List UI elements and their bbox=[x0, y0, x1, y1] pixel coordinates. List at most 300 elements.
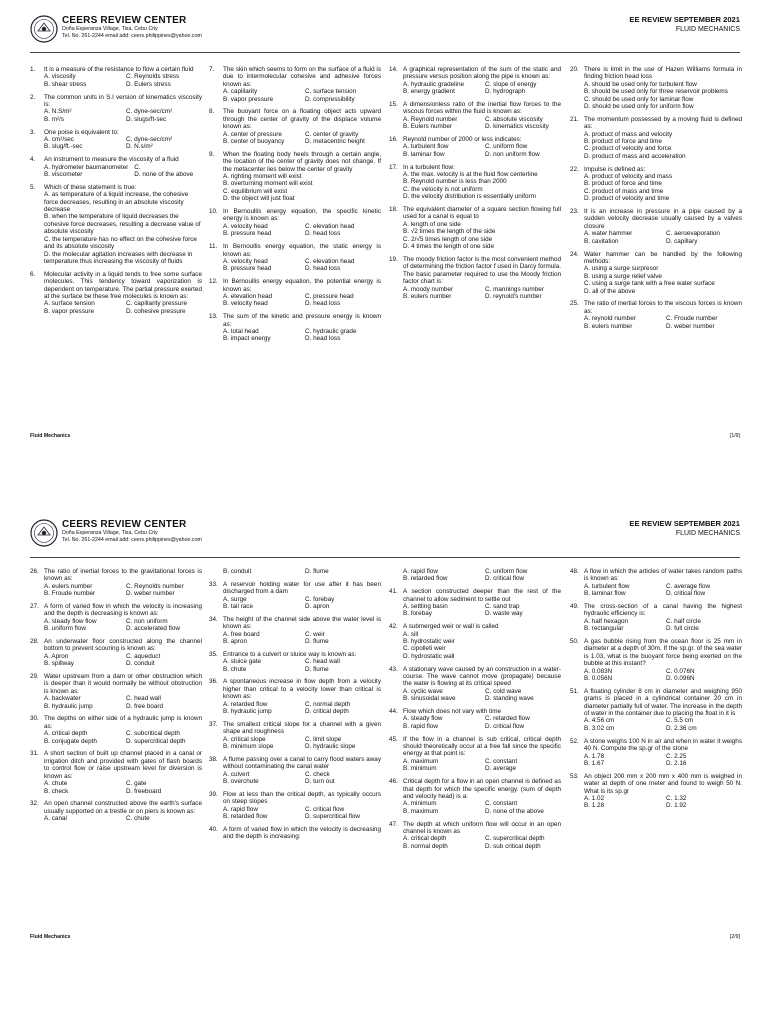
answer-option[interactable]: C. Reynolds stress bbox=[126, 73, 180, 81]
answer-option[interactable]: B. maximum bbox=[403, 807, 439, 815]
answer-option[interactable]: A. eulers number bbox=[44, 582, 93, 590]
answer-option[interactable]: B. hydraulic jump bbox=[44, 702, 93, 710]
answer-option[interactable]: A. canal bbox=[44, 815, 67, 823]
answer-option[interactable]: B. retarded flow bbox=[403, 575, 448, 583]
answer-option[interactable]: C. should be used only for laminar flow bbox=[584, 95, 694, 103]
answer-option[interactable]: B. overchute bbox=[223, 778, 259, 786]
answer-option[interactable]: B. hydrostatic weir bbox=[403, 638, 455, 646]
answer-option[interactable]: C. 5.5 cm bbox=[666, 717, 694, 725]
question-item bbox=[209, 66, 381, 103]
answer-option[interactable]: B. 3.02 cm bbox=[584, 724, 615, 732]
answer-option[interactable]: D. critical flow bbox=[485, 575, 525, 583]
question-body bbox=[44, 94, 202, 124]
answer-option[interactable]: A. critical slope bbox=[223, 735, 266, 743]
answer-option[interactable]: D. product of mass and acceleration bbox=[584, 152, 686, 160]
answer-option[interactable]: C. supercritical depth bbox=[485, 835, 545, 843]
question-item bbox=[570, 116, 742, 160]
answer-option[interactable]: C. using a surge tank with a free water surface bbox=[584, 280, 715, 288]
answer-option[interactable]: A. cyclic wave bbox=[403, 687, 443, 695]
question-body bbox=[584, 251, 742, 295]
header-divider bbox=[30, 557, 740, 558]
answer-option[interactable]: D. full circle bbox=[666, 625, 699, 633]
answer-option[interactable]: C. normal depth bbox=[305, 700, 351, 708]
answer-option[interactable]: D. freeboard bbox=[126, 787, 162, 795]
question-body bbox=[584, 688, 742, 732]
answer-option[interactable]: B. retarded flow bbox=[223, 813, 268, 821]
answer-option[interactable]: B. cavitation bbox=[584, 237, 619, 245]
answer-option[interactable]: A. Apron bbox=[44, 652, 69, 660]
answer-option[interactable]: C. chute bbox=[126, 815, 150, 823]
answer-option[interactable]: D. head loss bbox=[305, 335, 341, 343]
answer-option[interactable]: A. velocity head bbox=[223, 257, 268, 265]
answer-options-continued bbox=[223, 568, 381, 575]
answer-option[interactable]: A. critical depth bbox=[403, 835, 447, 843]
question-text: Entrance to a culvert or sluice way is known as: bbox=[223, 650, 357, 658]
answer-option[interactable]: C. dyne-sec/cm² bbox=[126, 136, 173, 144]
answer-option[interactable]: B. sinusoidal wave bbox=[403, 695, 456, 703]
answer-option[interactable]: C. cipolleti weir bbox=[403, 645, 446, 653]
answer-option[interactable]: B. apron bbox=[223, 638, 247, 646]
answer-option[interactable]: B. spillway bbox=[44, 660, 74, 668]
answer-option[interactable]: B. Eulers number bbox=[403, 123, 453, 131]
answer-option[interactable]: A. center of pressure bbox=[223, 130, 282, 138]
answer-options bbox=[223, 631, 381, 646]
answer-option[interactable]: C. constant bbox=[485, 800, 518, 808]
answer-option[interactable]: C. critical flow bbox=[305, 805, 345, 813]
question-item bbox=[30, 271, 202, 315]
answer-option[interactable]: A. turbulent flow bbox=[403, 143, 449, 151]
answer-option[interactable]: D. slugs/ft-sec bbox=[126, 115, 167, 123]
question-body bbox=[44, 568, 202, 598]
question-text: Critical depth for a flow in an open channel is defined as that depth for which the specific energy. (sum of depth and velocity head) is a: bbox=[403, 778, 561, 800]
question-body bbox=[584, 116, 742, 160]
answer-option[interactable]: B. shear stress bbox=[44, 80, 87, 88]
answer-option[interactable]: D. turn out bbox=[305, 778, 335, 786]
answer-option[interactable]: D. hydraulic slope bbox=[305, 743, 356, 751]
answer-option[interactable]: C. Froude number bbox=[666, 315, 718, 323]
question-body bbox=[44, 129, 202, 151]
answer-option[interactable]: C. the temperature has no effect on the cohesive force and its absolute viscosity bbox=[44, 235, 197, 251]
answer-option[interactable]: D. critical flow bbox=[666, 590, 706, 598]
answer-option[interactable]: A. should be used only for turbulent flow bbox=[584, 80, 697, 88]
question-item bbox=[30, 800, 202, 822]
answer-option[interactable]: D. head loss bbox=[305, 300, 341, 308]
question-item bbox=[389, 736, 561, 773]
answer-option[interactable]: A. righting moment will exist bbox=[223, 173, 302, 181]
answer-option[interactable]: B. eulers number bbox=[584, 322, 633, 330]
answer-option[interactable]: A. using a surge surpresor bbox=[584, 265, 659, 273]
answer-option[interactable]: A. surface tension bbox=[44, 300, 95, 308]
answer-option[interactable]: C. sand trap bbox=[485, 603, 520, 611]
answer-option[interactable]: D. weber number bbox=[126, 590, 175, 598]
question-body bbox=[44, 603, 202, 633]
answer-option[interactable]: A. sill bbox=[403, 630, 419, 638]
answer-option[interactable]: D. waste way bbox=[485, 610, 523, 618]
question-item bbox=[389, 821, 561, 851]
answer-option[interactable]: A. steady flow flow bbox=[44, 617, 97, 625]
answer-option[interactable]: B. pressure head bbox=[223, 265, 272, 273]
question-text: Water upstream from a dam or other obstruction which is deeper than it would normally be without obstruction is known as: bbox=[44, 673, 202, 695]
answer-option[interactable]: B. laminar flow bbox=[584, 590, 626, 598]
answer-option[interactable]: B. eulers number bbox=[403, 292, 452, 300]
answer-options bbox=[584, 265, 742, 295]
question-text: The cross-section of a canal having the highest hydraulic efficiency is: bbox=[584, 603, 742, 618]
answer-option[interactable]: C. uniform flow bbox=[485, 568, 528, 575]
answer-option[interactable]: D. 2.36 cm bbox=[666, 724, 697, 732]
question-text: A form of varied flow in which the velocity is increasing and the depth is decreasing is known as: bbox=[44, 603, 202, 618]
question-column bbox=[209, 66, 381, 348]
answer-option[interactable]: C. elevation head bbox=[305, 222, 355, 230]
answer-option[interactable]: A. reynold number bbox=[584, 315, 636, 323]
question-text: A flow in which the articles of water takes random paths is known as: bbox=[584, 568, 742, 583]
answer-option[interactable]: A. 0.083N bbox=[584, 667, 613, 675]
answer-option[interactable]: D. flume bbox=[305, 665, 329, 673]
answer-option[interactable]: D. weber number bbox=[666, 322, 715, 330]
answer-option[interactable]: C. aqueduct bbox=[126, 652, 161, 660]
question-number: 35. bbox=[209, 650, 218, 658]
question-text: The skin which seems to form on the surface of a fluid is due to intermolecular cohesive and adhesive forces known as: bbox=[223, 66, 381, 88]
answer-options bbox=[223, 596, 381, 611]
answer-option[interactable]: D. Eulers stress bbox=[126, 80, 171, 88]
question-body bbox=[44, 638, 202, 668]
answer-option[interactable]: D. N.s/m² bbox=[126, 143, 153, 151]
answer-option[interactable]: B. 0.056N bbox=[584, 675, 613, 683]
answer-option[interactable]: B. slug/ft.-sec bbox=[44, 143, 83, 151]
answer-option[interactable]: A. cm²/sec bbox=[44, 136, 74, 144]
question-text: The depths on either side of a hydraulic jump is known as: bbox=[44, 715, 202, 730]
answer-option[interactable]: D. the molecular agitation increases with decrease in temperature thus increasing the viscosity of fluids bbox=[44, 250, 193, 265]
answer-option[interactable]: C. head wall bbox=[305, 658, 340, 666]
answer-option[interactable]: A. Reynold number bbox=[403, 115, 458, 123]
question-number: 39. bbox=[209, 790, 218, 798]
answer-option[interactable]: D. 0.096N bbox=[666, 675, 695, 683]
question-text: The equivalent diameter of a square section flowing full used for a canal is equal to bbox=[403, 206, 561, 221]
question-number: 29. bbox=[30, 673, 39, 681]
answer-option[interactable]: D. cohesive pressure bbox=[126, 307, 186, 315]
answer-option[interactable]: C. constant bbox=[485, 757, 518, 765]
answer-option[interactable]: B. vapor pressure bbox=[223, 95, 274, 103]
question-item bbox=[570, 773, 742, 810]
answer-option[interactable]: C. cold wave bbox=[485, 687, 522, 695]
answer-option[interactable]: A. free board bbox=[223, 630, 260, 638]
answer-option[interactable]: B. energy gradient bbox=[403, 88, 455, 96]
answer-option[interactable]: D. supercritical depth bbox=[126, 737, 186, 745]
answer-option[interactable]: C. 1.32 bbox=[666, 794, 687, 802]
answer-option[interactable]: B. minimum bbox=[403, 765, 437, 773]
answer-option[interactable]: D. accelerated flow bbox=[126, 625, 180, 633]
answer-option[interactable]: D. flume bbox=[305, 568, 329, 575]
answer-option[interactable]: C. capillarity pressure bbox=[126, 300, 187, 308]
answer-option[interactable]: D. sub critical depth bbox=[485, 842, 541, 850]
answer-option[interactable]: C. the velocity is not uniform bbox=[403, 185, 483, 193]
answer-option[interactable]: C. elevation head bbox=[305, 257, 355, 265]
answer-option[interactable]: A. steady flow bbox=[403, 715, 443, 723]
answer-options bbox=[223, 328, 381, 343]
answer-option[interactable]: B. uniform flow bbox=[44, 625, 86, 633]
answer-option[interactable]: B. Reynold number is less than 2000 bbox=[403, 178, 507, 186]
answer-option[interactable]: D. hydrograph bbox=[485, 88, 526, 96]
answer-option[interactable]: D. free board bbox=[126, 702, 164, 710]
question-number: 46. bbox=[389, 778, 398, 786]
answer-option[interactable]: D. 1.92 bbox=[666, 802, 687, 810]
question-item bbox=[570, 738, 742, 768]
answer-options bbox=[584, 583, 742, 598]
answer-option[interactable]: B. rectangular bbox=[584, 625, 624, 633]
answer-option[interactable]: B. conjugate depth bbox=[44, 737, 97, 745]
answer-option[interactable]: B. pressure head bbox=[223, 230, 272, 238]
answer-option[interactable]: B. chute bbox=[223, 665, 247, 673]
question-item bbox=[209, 616, 381, 646]
question-text: In Bernoullis energy equation, the potential energy is known as: bbox=[223, 278, 381, 293]
question-body bbox=[403, 164, 561, 201]
answer-option[interactable]: A. elevation head bbox=[223, 292, 273, 300]
answer-option[interactable]: D. supercritical flow bbox=[305, 813, 360, 821]
answer-option[interactable]: A. turbulent flow bbox=[584, 582, 630, 590]
answer-option[interactable]: A. settling basin bbox=[403, 603, 448, 611]
answer-option[interactable]: C. Reynolds number bbox=[126, 582, 184, 590]
answer-option[interactable]: B. Froude number bbox=[44, 590, 96, 598]
answer-option[interactable]: D. capillary bbox=[666, 237, 698, 245]
answer-option[interactable]: B. minimum slope bbox=[223, 743, 274, 751]
question-column bbox=[209, 568, 381, 846]
answer-option[interactable]: B. 1.28 bbox=[584, 802, 605, 810]
answer-option[interactable]: A. 1.78 bbox=[584, 752, 605, 760]
answer-option[interactable]: A. product of velocity and mass bbox=[584, 173, 673, 181]
question-text: Flow which does not vary with time bbox=[403, 708, 502, 716]
answer-option[interactable]: D. flume bbox=[305, 638, 329, 646]
answer-option[interactable]: B. rapid flow bbox=[403, 722, 438, 730]
answer-option[interactable]: A. water hammer bbox=[584, 230, 633, 238]
question-number: 36. bbox=[209, 678, 218, 686]
answer-option[interactable]: B. forebay bbox=[403, 610, 432, 618]
answer-option[interactable]: C. product of velocity and force bbox=[584, 145, 672, 153]
answer-option[interactable]: C. dyne-sec/cm² bbox=[126, 108, 173, 116]
answer-option[interactable]: B. should be used only for three reservoir problems bbox=[584, 88, 728, 96]
answer-option[interactable]: B. hydraulic jump bbox=[223, 708, 272, 716]
question-body bbox=[584, 773, 742, 810]
answer-option[interactable]: A. rapid flow bbox=[223, 805, 258, 813]
answer-option[interactable]: D. product of velocity and time bbox=[584, 195, 670, 203]
question-body bbox=[223, 678, 381, 715]
question-body bbox=[44, 750, 202, 794]
answer-option[interactable]: A. hydraulic gradeline bbox=[403, 80, 465, 88]
answer-options bbox=[223, 293, 381, 308]
answer-option[interactable]: B. m²/s bbox=[44, 115, 65, 123]
answer-option[interactable]: A. viscosity bbox=[44, 73, 76, 81]
answer-option[interactable]: C. 2/√5 times length of one side bbox=[403, 235, 493, 243]
answer-option[interactable]: C. equilibrium will exist bbox=[223, 187, 288, 195]
answer-option[interactable]: A. 1.02 bbox=[584, 794, 605, 802]
question-body bbox=[403, 256, 561, 300]
answer-option[interactable]: B. using a surge relief valve bbox=[584, 272, 662, 280]
answer-option[interactable]: C. limit slope bbox=[305, 735, 342, 743]
question-item bbox=[389, 66, 561, 96]
answer-option[interactable]: C. subcritical depth bbox=[126, 730, 180, 738]
answer-option[interactable]: A. N.S/m² bbox=[44, 108, 72, 116]
answer-option[interactable]: D. head loss bbox=[305, 265, 341, 273]
answer-option[interactable]: C. gate bbox=[126, 780, 147, 788]
answer-option[interactable]: C. non uniform bbox=[126, 617, 168, 625]
question-item bbox=[389, 206, 561, 250]
answer-option[interactable]: A. backwater bbox=[44, 695, 81, 703]
answer-option[interactable]: D. hydrostatic wall bbox=[403, 652, 455, 660]
answer-option[interactable]: D. compressibility bbox=[305, 95, 355, 103]
answer-option[interactable]: B. product of force and time bbox=[584, 180, 662, 188]
question-body bbox=[403, 136, 561, 158]
answer-option[interactable]: B. when the temperature of liquid decreases the cohesive force decreases, resulting a decrease value of absolute viscosity bbox=[44, 213, 201, 236]
question-text: There is limit in the use of Hazen Williams formula in finding friction head loss bbox=[584, 66, 742, 81]
question-text: An open channel constructed above the earth's surface usually supported on a trestle or on piers is known as: bbox=[44, 800, 202, 815]
answer-option[interactable]: D. 2.16 bbox=[666, 759, 687, 767]
answer-option[interactable]: D. head loss bbox=[305, 230, 341, 238]
answer-option[interactable]: B. tail race bbox=[223, 603, 253, 611]
answer-option[interactable]: D. should be used only for uniform flow bbox=[584, 103, 694, 111]
question-number: 4. bbox=[30, 156, 36, 164]
question-item bbox=[570, 66, 742, 110]
answer-option[interactable]: C. pressure head bbox=[305, 292, 354, 300]
answer-option[interactable]: B. impact energy bbox=[223, 335, 271, 343]
answer-option[interactable]: C. uniform flow bbox=[485, 143, 528, 151]
answer-option[interactable]: D. all of the above bbox=[584, 287, 636, 295]
answer-option[interactable]: C. forebay bbox=[305, 595, 335, 603]
answer-option[interactable]: A. surge bbox=[223, 595, 247, 603]
answer-option[interactable]: B. conduit bbox=[223, 568, 252, 575]
answer-option[interactable]: C. weir bbox=[305, 630, 325, 638]
question-text: A gas bubble rising from the ocean floor is 25 mm in diameter at a depth of 30m. If the sp.gr. of the sea water is 1.03, what is the buoyant force being exerted on the bubble at this instant? bbox=[584, 638, 742, 668]
question-body bbox=[44, 184, 202, 265]
answer-option[interactable]: C. surface tension bbox=[305, 88, 357, 96]
answer-option[interactable]: D. 4 times the length of one side bbox=[403, 243, 494, 251]
page-footer bbox=[30, 433, 740, 439]
answer-options bbox=[44, 73, 202, 88]
answer-option[interactable]: A. length of one side bbox=[403, 220, 461, 228]
answer-option[interactable]: C. mannings number bbox=[485, 285, 544, 293]
question-item bbox=[30, 184, 202, 265]
answer-options bbox=[403, 603, 561, 618]
answer-option[interactable]: C. check bbox=[305, 770, 330, 778]
question-number: 34. bbox=[209, 615, 218, 623]
question-body bbox=[403, 666, 561, 703]
answer-option[interactable]: A. rapid flow bbox=[403, 568, 438, 575]
answer-option[interactable]: B. laminar flow bbox=[403, 150, 445, 158]
answer-option[interactable]: A. velocity head bbox=[223, 222, 268, 230]
question-number: 38. bbox=[209, 755, 218, 763]
answer-option[interactable]: B. overturning moment will exist bbox=[223, 180, 313, 188]
question-number: 14. bbox=[389, 66, 398, 73]
question-body bbox=[44, 66, 202, 88]
answer-option[interactable]: A. minimum bbox=[403, 800, 437, 808]
question-number: 6. bbox=[30, 270, 36, 278]
question-number: 16. bbox=[389, 136, 398, 144]
answer-option[interactable]: B. √2 times the length of the side bbox=[403, 228, 496, 236]
answer-option[interactable]: D. conduit bbox=[126, 660, 155, 668]
question-text: A short section of built up channel placed in a canal or irrigation ditch and provided with gates of flash boards to control flow or raise upstream level for diversion is known as: bbox=[44, 750, 202, 780]
answer-options bbox=[223, 223, 381, 238]
answer-option[interactable]: B. normal depth bbox=[403, 842, 448, 850]
answer-option[interactable]: C. bbox=[134, 163, 141, 171]
answer-option[interactable]: C. head wall bbox=[126, 695, 161, 703]
answer-option[interactable]: B. vapor pressure bbox=[44, 307, 95, 315]
answer-option[interactable]: A. the max. velocity is at the fluid flow centerline bbox=[403, 171, 538, 179]
answer-option[interactable]: B. product of force and time bbox=[584, 138, 662, 146]
answer-option[interactable]: A. critical depth bbox=[44, 730, 88, 738]
answer-option[interactable]: C. center of gravity bbox=[305, 130, 359, 138]
answer-option[interactable]: B. viscometer bbox=[44, 171, 83, 179]
answer-option[interactable]: C. hydraulic grade bbox=[305, 327, 357, 335]
question-item bbox=[570, 638, 742, 682]
answer-option[interactable]: A. as temperature of a liquid increase, the cohesive force decreases, resulting in an absolute viscosity decrease bbox=[44, 191, 189, 214]
question-item bbox=[30, 156, 202, 178]
answer-option[interactable]: C. 2.25 bbox=[666, 752, 687, 760]
answer-option[interactable]: A. chute bbox=[44, 780, 68, 788]
answer-option[interactable]: D. critical depth bbox=[305, 708, 349, 716]
question-item bbox=[30, 673, 202, 710]
answer-option[interactable]: A. retarded flow bbox=[223, 700, 268, 708]
answer-option[interactable]: B. 1.67 bbox=[584, 759, 605, 767]
answer-option[interactable]: A. moody number bbox=[403, 285, 454, 293]
answer-options bbox=[403, 143, 561, 158]
answer-option[interactable]: A. total head bbox=[223, 327, 259, 335]
answer-options bbox=[44, 136, 202, 151]
answer-option[interactable]: B. velocity head bbox=[223, 300, 268, 308]
answer-option[interactable]: D. standing wave bbox=[485, 695, 534, 703]
answer-option[interactable]: A. maximum bbox=[403, 757, 439, 765]
answer-option[interactable]: D. average bbox=[485, 765, 517, 773]
answer-option[interactable]: C. slope of energy bbox=[485, 80, 537, 88]
answer-options bbox=[403, 221, 561, 251]
question-body bbox=[584, 638, 742, 682]
answer-option[interactable]: D. the velocity distribution is essentially uniform bbox=[403, 193, 536, 201]
answer-option[interactable]: D. metacentric height bbox=[305, 138, 365, 146]
answer-option[interactable]: A. capillarity bbox=[223, 88, 258, 96]
answer-option[interactable]: D. kinematics viscosity bbox=[485, 123, 549, 131]
answer-option[interactable]: C. average flow bbox=[666, 582, 711, 590]
answer-option[interactable]: C. aeroevaporation bbox=[666, 230, 720, 238]
question-column bbox=[389, 568, 561, 856]
answer-option[interactable]: D. reynold's number bbox=[485, 292, 542, 300]
answer-option[interactable]: C. absolute viscosity bbox=[485, 115, 543, 123]
question-text: In Bernoullis energy equation, the specific kinetic energy is known as: bbox=[223, 208, 381, 223]
question-text: The momentum possessed by a moving fluid is defined as: bbox=[584, 115, 742, 131]
answer-option[interactable]: A. product of mass and velocity bbox=[584, 130, 673, 138]
question-body bbox=[584, 738, 742, 768]
answer-option[interactable]: D. none of the above bbox=[134, 171, 194, 179]
answer-options bbox=[584, 668, 742, 683]
answer-option[interactable]: A. sluice gate bbox=[223, 658, 262, 666]
question-body bbox=[403, 623, 561, 660]
answer-option[interactable]: C. 0.076N bbox=[666, 667, 695, 675]
answer-option[interactable]: C. half circle bbox=[666, 617, 701, 625]
answer-option[interactable]: D. non uniform flow bbox=[485, 150, 540, 158]
answer-option[interactable]: A. half hexagon bbox=[584, 617, 629, 625]
answer-option[interactable]: A. hydrometer baumanometer bbox=[44, 163, 129, 171]
answer-option[interactable]: A. 4.56 cm bbox=[584, 717, 615, 725]
answer-option[interactable]: B. check bbox=[44, 787, 69, 795]
page-header bbox=[30, 519, 740, 553]
answer-option[interactable]: B. center of buoyancy bbox=[223, 138, 285, 146]
answer-option[interactable]: C. retarded flow bbox=[485, 715, 530, 723]
answer-option[interactable]: D. apron bbox=[305, 603, 330, 611]
question-number: 51. bbox=[570, 687, 579, 695]
answer-option[interactable]: D. critical flow bbox=[485, 722, 525, 730]
answer-option[interactable]: A. culvert bbox=[223, 770, 250, 778]
question-text: The smallest critical slope for a channel with a given shape and roughness bbox=[223, 720, 381, 736]
question-item bbox=[209, 151, 381, 203]
answer-option[interactable]: D. the object will just float bbox=[223, 195, 295, 203]
answer-option[interactable]: D. none of the above bbox=[485, 807, 544, 815]
page-number: [1/9] bbox=[729, 433, 740, 439]
answer-option[interactable]: C. product of mass and time bbox=[584, 187, 664, 195]
